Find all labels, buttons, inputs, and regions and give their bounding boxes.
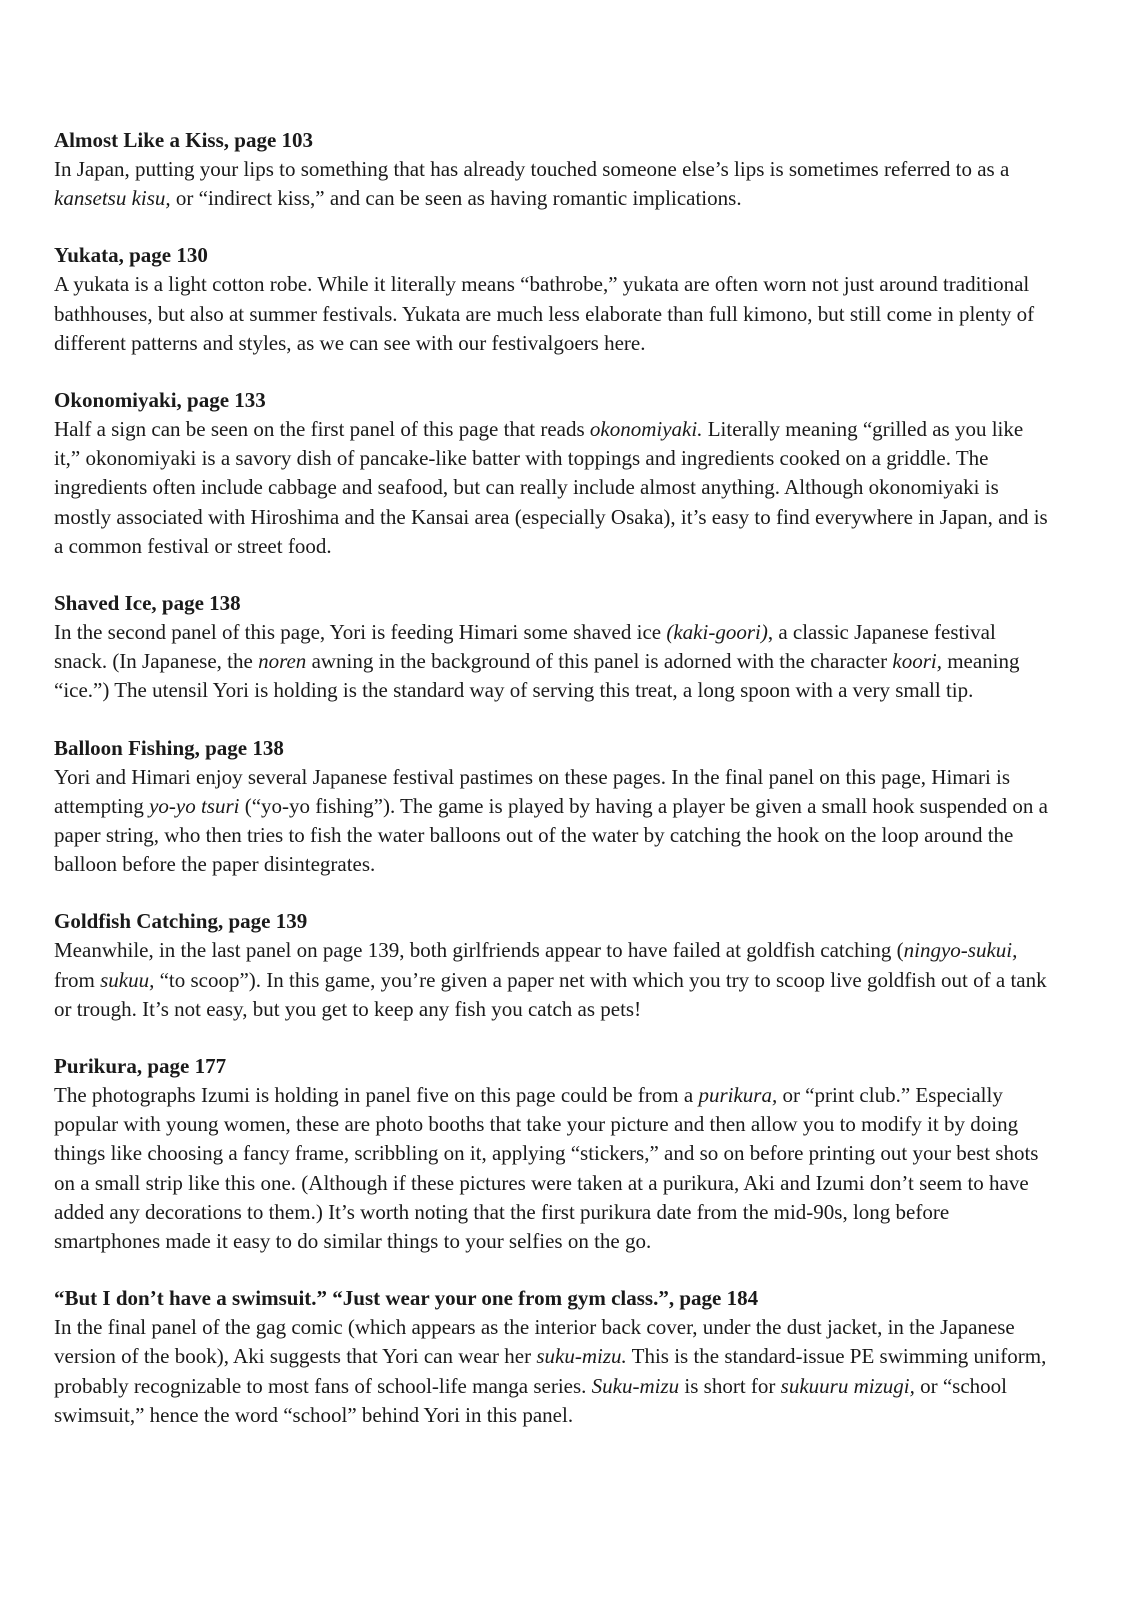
body-text: This is the standard-issue PE swimming uniform, probably recognizable to most fans of school-life manga series.	[54, 1344, 1047, 1398]
body-text: or “school swimsuit,” hence the word “school” behind Yori in this panel.	[54, 1373, 1008, 1427]
italic-term: (kaki-goori)	[666, 620, 768, 645]
italic-term: noren	[258, 649, 307, 674]
note-title: Goldfish Catching, page 139	[54, 909, 308, 934]
italic-term: ningyo-sukui,	[903, 938, 1018, 963]
note-body	[54, 936, 1054, 1024]
body-text: “to scoop”). In this game, you’re given a paper net with which you try to scoop live goldfish out of a tank or trough. It’s not easy, but you get to keep any fish you catch as pets!	[54, 967, 1047, 1021]
note-title: Yukata, page 130	[54, 243, 208, 268]
italic-term: sukuu,	[100, 967, 155, 992]
italic-term: koori,	[892, 649, 942, 674]
note-body	[54, 618, 1054, 706]
body-text: A yukata is a light cotton robe. While it literally means “bathrobe,” yukata are often worn not just around traditional bathhouses, but also at summer festivals. Yukata are much less elaborate than full kimono, but still come in plenty of different patterns and styles, as we can see with our festivalgoers here.	[54, 272, 1035, 355]
note-title: Okonomiyaki, page 133	[54, 388, 266, 413]
body-text: (“yo-yo fishing”). The game is played by having a player be given a small hook suspended on a paper string, who then tries to fish the water balloons out of the water by catching the hook on the loop around the balloon before the paper disintegrates.	[54, 793, 1048, 877]
note-section	[54, 589, 1054, 706]
note-section	[54, 241, 1054, 358]
body-text: In the final panel of the gag comic (which appears as the interior back cover, under the dust jacket, in the Japanese version of the book), Aki suggests that Yori can wear her	[54, 1315, 1015, 1369]
italic-term: suku-mizu.	[536, 1344, 627, 1369]
body-text: or “print club.” Especially popular with young women, these are photo booths that take your picture and then allow you to modify it by doing things like choosing a fancy frame, scribbling on it, applying “stickers,” and so on before printing out your best shots on a small strip like this one. (Although if these pictures were taken at a purikura, Aki and Izumi don’t seem to have added any decorations to them.) It’s worth noting that the first purikura date from the mid-90s, long before smartphones made it easy to do similar things to your selfies on the go.	[54, 1083, 1039, 1254]
note-body	[54, 155, 1054, 213]
italic-term: purikura,	[698, 1083, 778, 1108]
body-text: In the second panel of this page, Yori is feeding Himari some shaved ice	[54, 620, 667, 645]
note-body	[54, 1313, 1054, 1430]
note-body	[54, 763, 1054, 880]
note-section	[54, 1284, 1054, 1430]
italic-term: kansetsu kisu,	[54, 186, 171, 211]
body-text: awning in the background of this panel is adorned with the character	[306, 649, 893, 674]
note-body	[54, 270, 1054, 358]
italic-term: sukuuru mizugi,	[780, 1373, 915, 1398]
body-text: Half a sign can be seen on the first panel of this page that reads	[54, 417, 590, 442]
note-section	[54, 907, 1054, 1024]
body-text: or “indirect kiss,” and can be seen as having romantic implications.	[170, 186, 742, 211]
note-title: “But I don’t have a swimsuit.” “Just wear your one from gym class.”, page 184	[54, 1286, 759, 1311]
body-text: Yori and Himari enjoy several Japanese festival pastimes on these pages. In the final panel on this page, Himari is attempting	[54, 764, 1011, 818]
note-section	[54, 386, 1054, 561]
note-section	[54, 126, 1054, 213]
note-title: Balloon Fishing, page 138	[54, 735, 284, 760]
italic-term: Suku-mizu	[591, 1373, 680, 1398]
note-section	[54, 1052, 1054, 1256]
translation-notes	[54, 126, 1054, 1458]
body-text: The photographs Izumi is holding in panel five on this page could be from a	[54, 1083, 699, 1108]
note-title: Almost Like a Kiss, page 103	[54, 128, 314, 152]
note-section	[54, 734, 1054, 880]
note-body	[54, 1081, 1054, 1256]
body-text: Literally meaning “grilled as you like it,” okonomiyaki is a savory dish of pancake-like batter with toppings and ingredients cooked on a griddle. The ingredients often include cabbage and seafood, but can really include almost anything. Although okonomiyaki is mostly associated with Hiroshima and the Kansai area (especially Osaka), it’s easy to find everywhere in Japan, and is a common festival or street food.	[54, 417, 1048, 558]
note-title: Purikura, page 177	[54, 1054, 227, 1079]
body-text: In Japan, putting your lips to something that has already touched someone else’s lips is sometimes referred to as a	[54, 157, 1010, 181]
note-title: Shaved Ice, page 138	[54, 591, 241, 616]
body-text: from	[54, 967, 101, 992]
body-text: is short for	[679, 1373, 781, 1398]
body-text: meaning “ice.”) The utensil Yori is holding is the standard way of serving this treat, a long spoon with a very small tip.	[54, 649, 1020, 703]
body-text: , a classic Japanese festival snack. (In Japanese, the	[54, 620, 996, 674]
note-body	[54, 415, 1054, 561]
body-text: Meanwhile, in the last panel on page 139, both girlfriends appear to have failed at goldfish catching (	[54, 938, 904, 963]
italic-term: okonomiyaki.	[589, 417, 703, 442]
italic-term: yo-yo tsuri	[149, 793, 240, 818]
